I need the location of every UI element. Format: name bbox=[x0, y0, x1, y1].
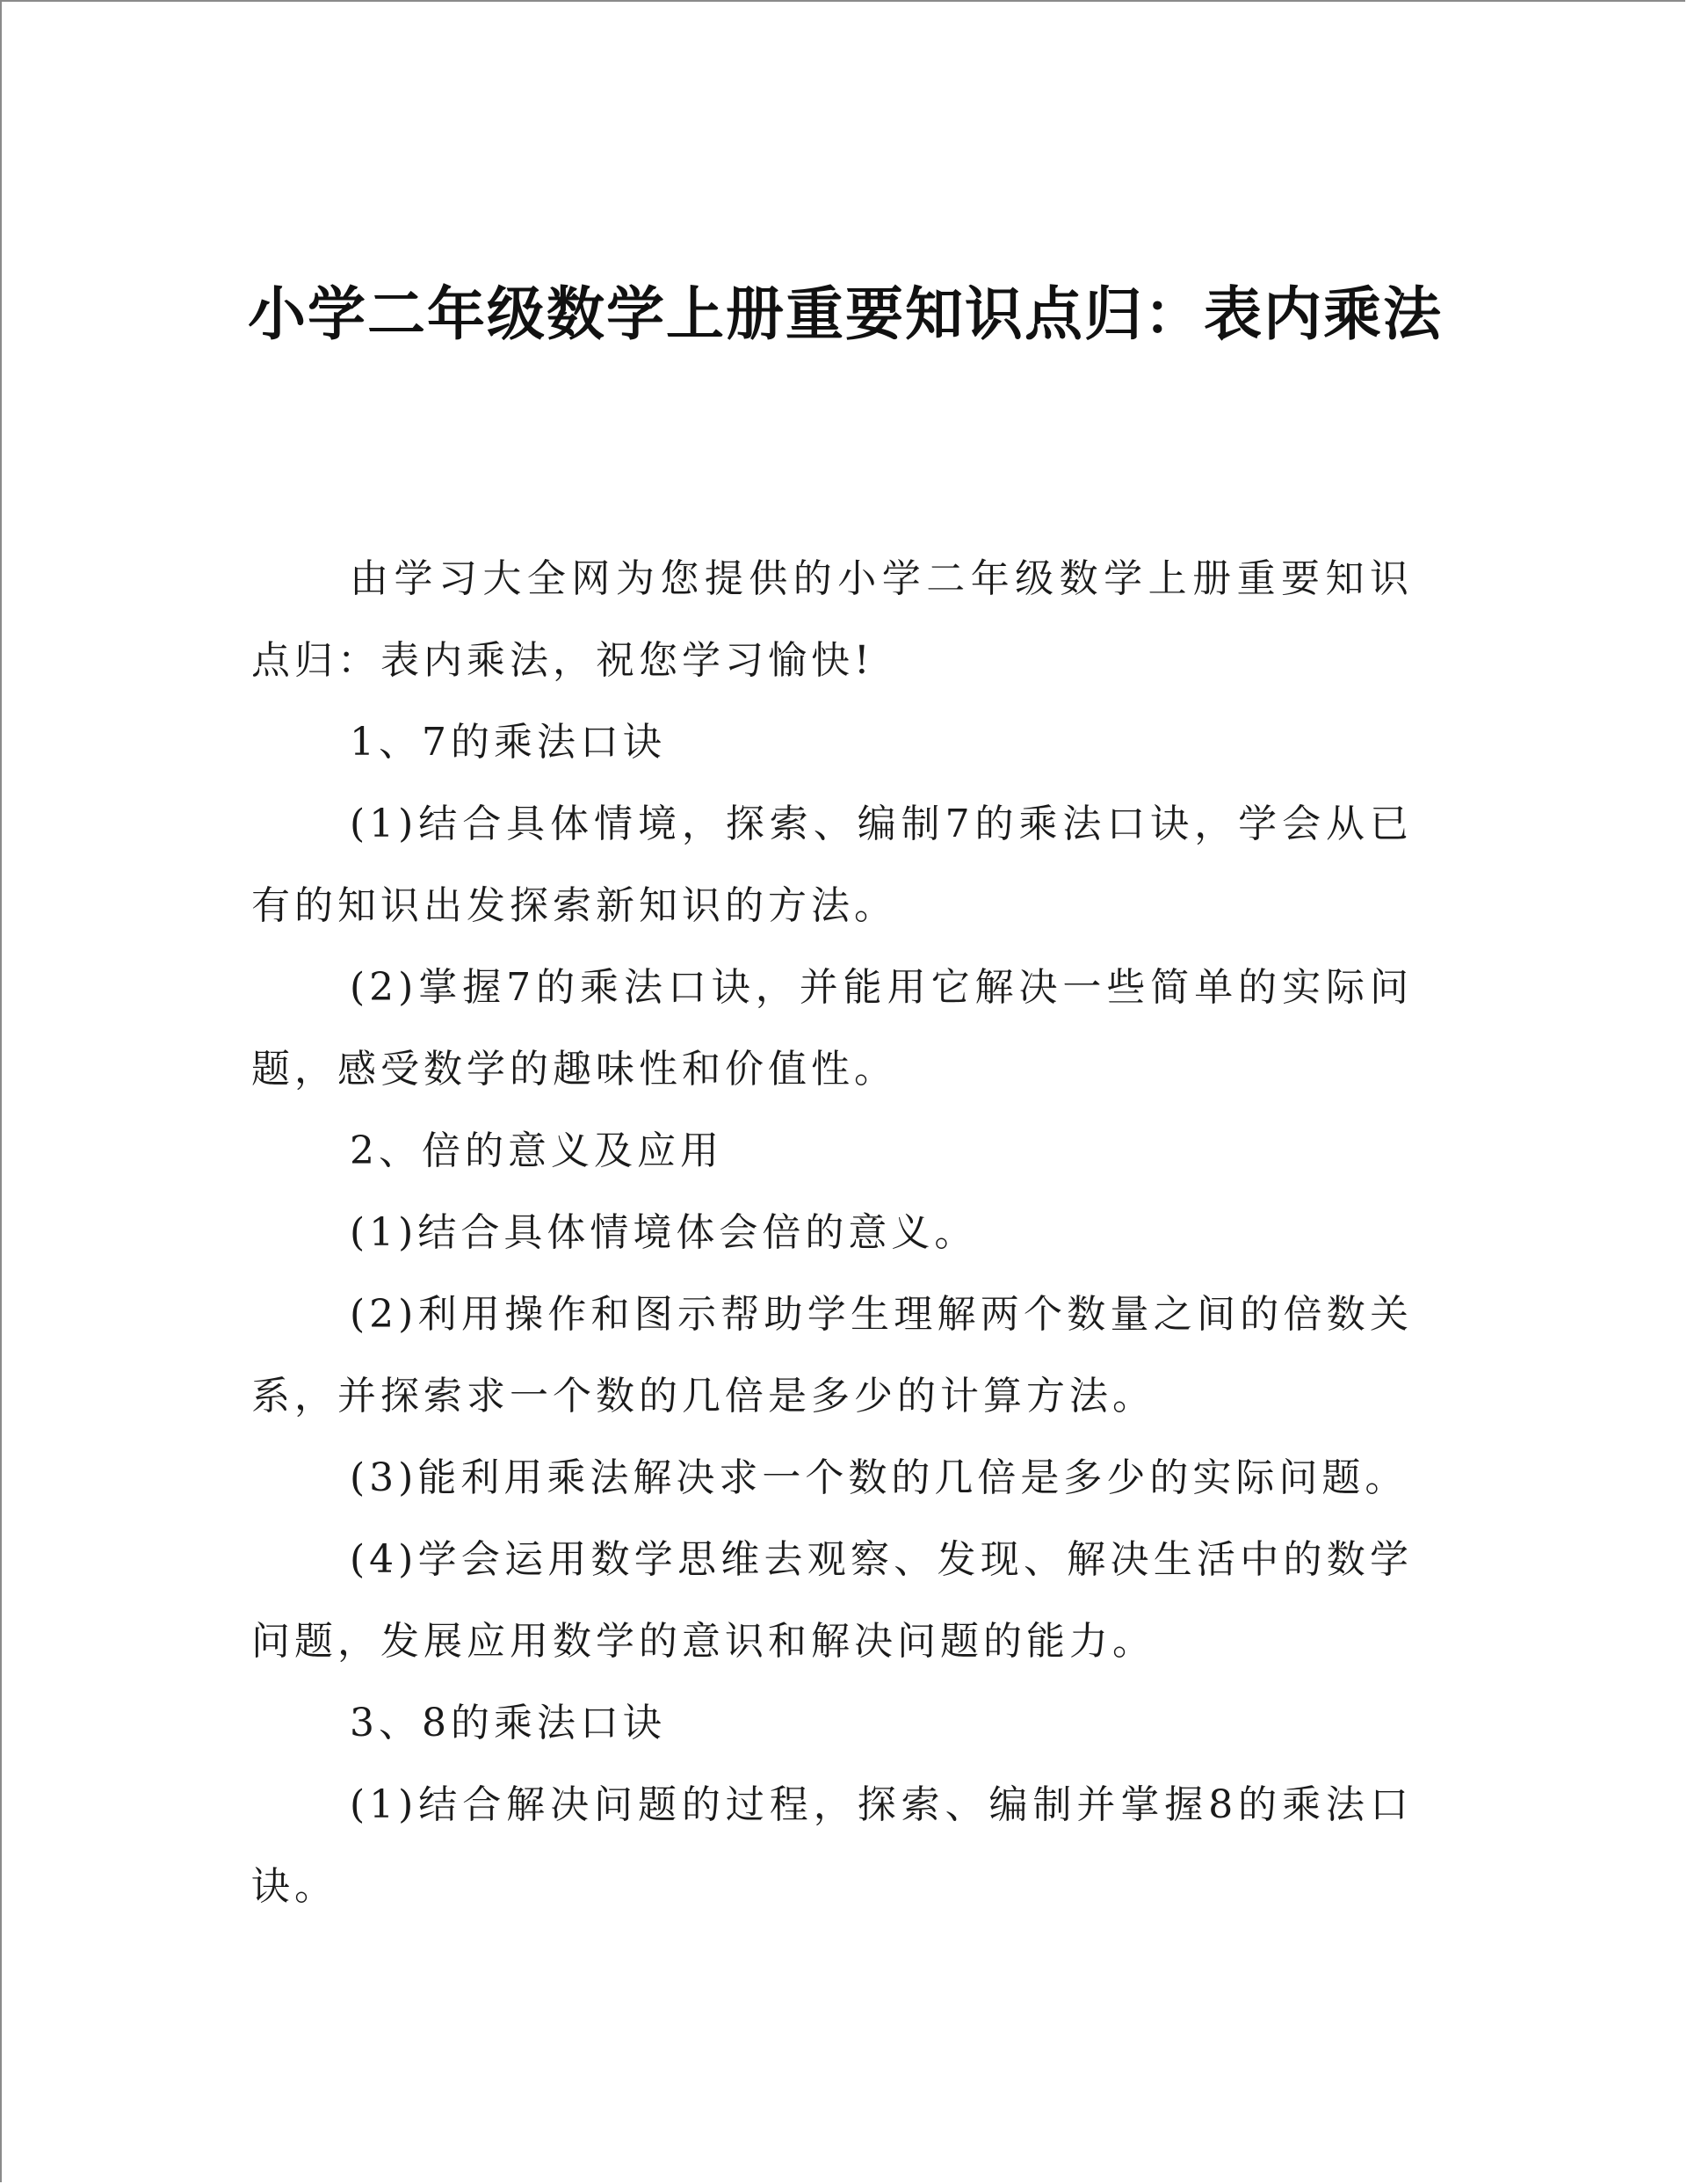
document-title: 小学二年级数学上册重要知识点归：表内乘法 bbox=[248, 280, 1443, 348]
section-heading: 3、8的乘法口诀 bbox=[350, 1701, 666, 1745]
section-heading: 1、7的乘法口诀 bbox=[350, 720, 666, 765]
list-item: (2)利用操作和图示帮助学生理解两个数量之间的倍数关系，并探索求一个数的几倍是多少的计算方法。 bbox=[251, 1292, 1413, 1419]
list-item: (3)能利用乘法解决求一个数的几倍是多少的实际问题。 bbox=[350, 1455, 1408, 1500]
list-item: (4)学会运用数学思维去观察、发现、解决生活中的数学问题，发展应用数学的意识和解决问题的能力。 bbox=[251, 1537, 1413, 1664]
list-item: (1)结合具体情境，探索、编制7的乘法口诀，学会从已有的知识出发探索新知识的方法。 bbox=[251, 802, 1413, 928]
list-item: (1)结合具体情境体会倍的意义。 bbox=[350, 1210, 978, 1255]
list-item: (1)结合解决问题的过程，探索、编制并掌握8的乘法口诀。 bbox=[251, 1782, 1413, 1909]
list-item: (2)掌握7的乘法口诀，并能用它解决一些简单的实际问题，感受数学的趣味性和价值性。 bbox=[251, 965, 1413, 1092]
section-heading: 2、倍的意义及应用 bbox=[350, 1128, 723, 1173]
intro-paragraph: 由学习大全网为您提供的小学二年级数学上册重要知识点归：表内乘法，祝您学习愉快! bbox=[251, 556, 1413, 683]
document-body bbox=[251, 538, 1413, 1927]
